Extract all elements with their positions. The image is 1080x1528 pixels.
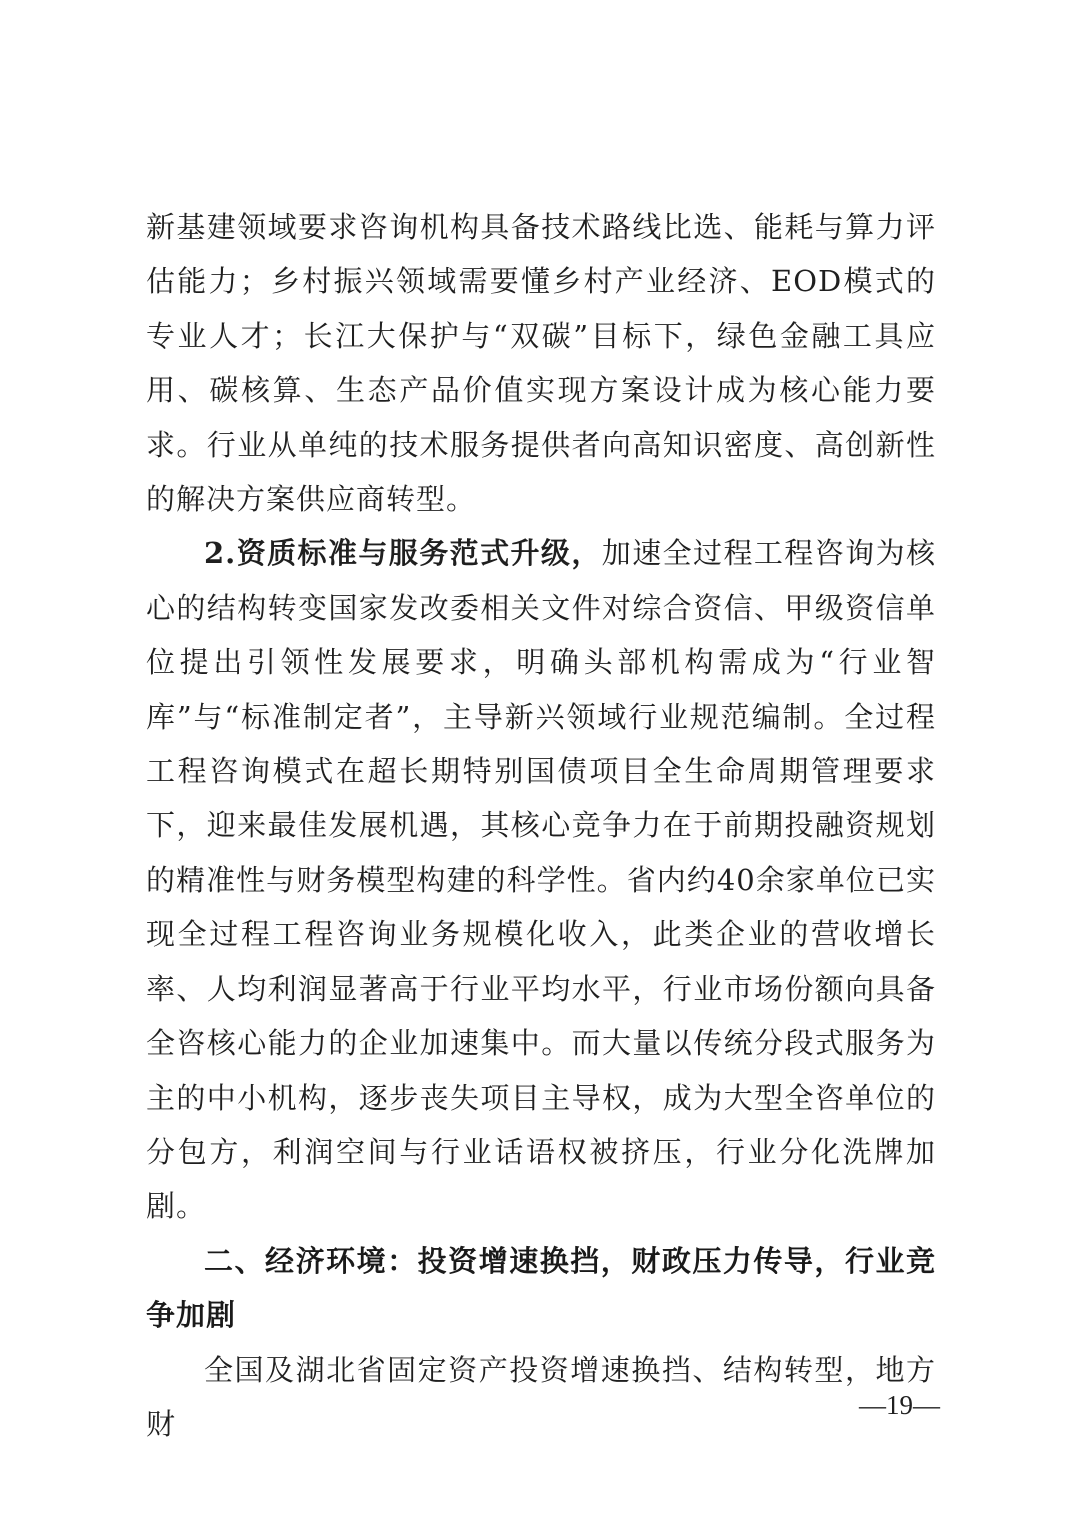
subsection-body: 加速全过程工程咨询为核心的结构转变国家发改委相关文件对综合资信、甲级资信单位提出引领性发展要求，明确头部机构需成为“行业智库”与“标准制定者”，主导新兴领域行业规范编制。全过程工程咨询模式在超长期特别国债项目全生命周期管理要求下，迎来最佳发展机遇，其核心竞争力在于前期投融资规划的精准性与财务模型构建的科学性。省内约40余家单位已实现全过程工程咨询业务规模化收入，此类企业的营收增长率、人均利润显著高于行业平均水平，行业市场份额向具备全咨核心能力的企业加速集中。而大量以传统分段式服务为主的中小机构，逐步丧失项目主导权，成为大型全咨单位的分包方，利润空间与行业话语权被挤压，行业分化洗牌加剧。 xyxy=(146,536,936,1224)
section-heading: 二、经济环境：投资增速换挡，财政压力传导，行业竞争加剧 xyxy=(146,1243,936,1333)
body-paragraph: 新基建领域要求咨询机构具备技术路线比选、能耗与算力评估能力；乡村振兴领域需要懂乡村产业经济、EOD模式的专业人才；长江大保护与“双碳”目标下，绿色金融工具应用、碳核算、生态产品价值实现方案设计成为核心能力要求。行业从单纯的技术服务提供者向高知识密度、高创新性的解决方案供应商转型。 xyxy=(146,210,936,517)
subsection-lead: 2.资质标准与服务范式升级， xyxy=(204,536,602,571)
body-paragraph-qualification xyxy=(146,526,936,1233)
page-body xyxy=(146,200,936,1451)
body-paragraph-economy: 全国及湖北省固定资产投资增速换挡、结构转型，地方财 xyxy=(146,1352,936,1441)
page-number: —19— xyxy=(859,1390,940,1420)
